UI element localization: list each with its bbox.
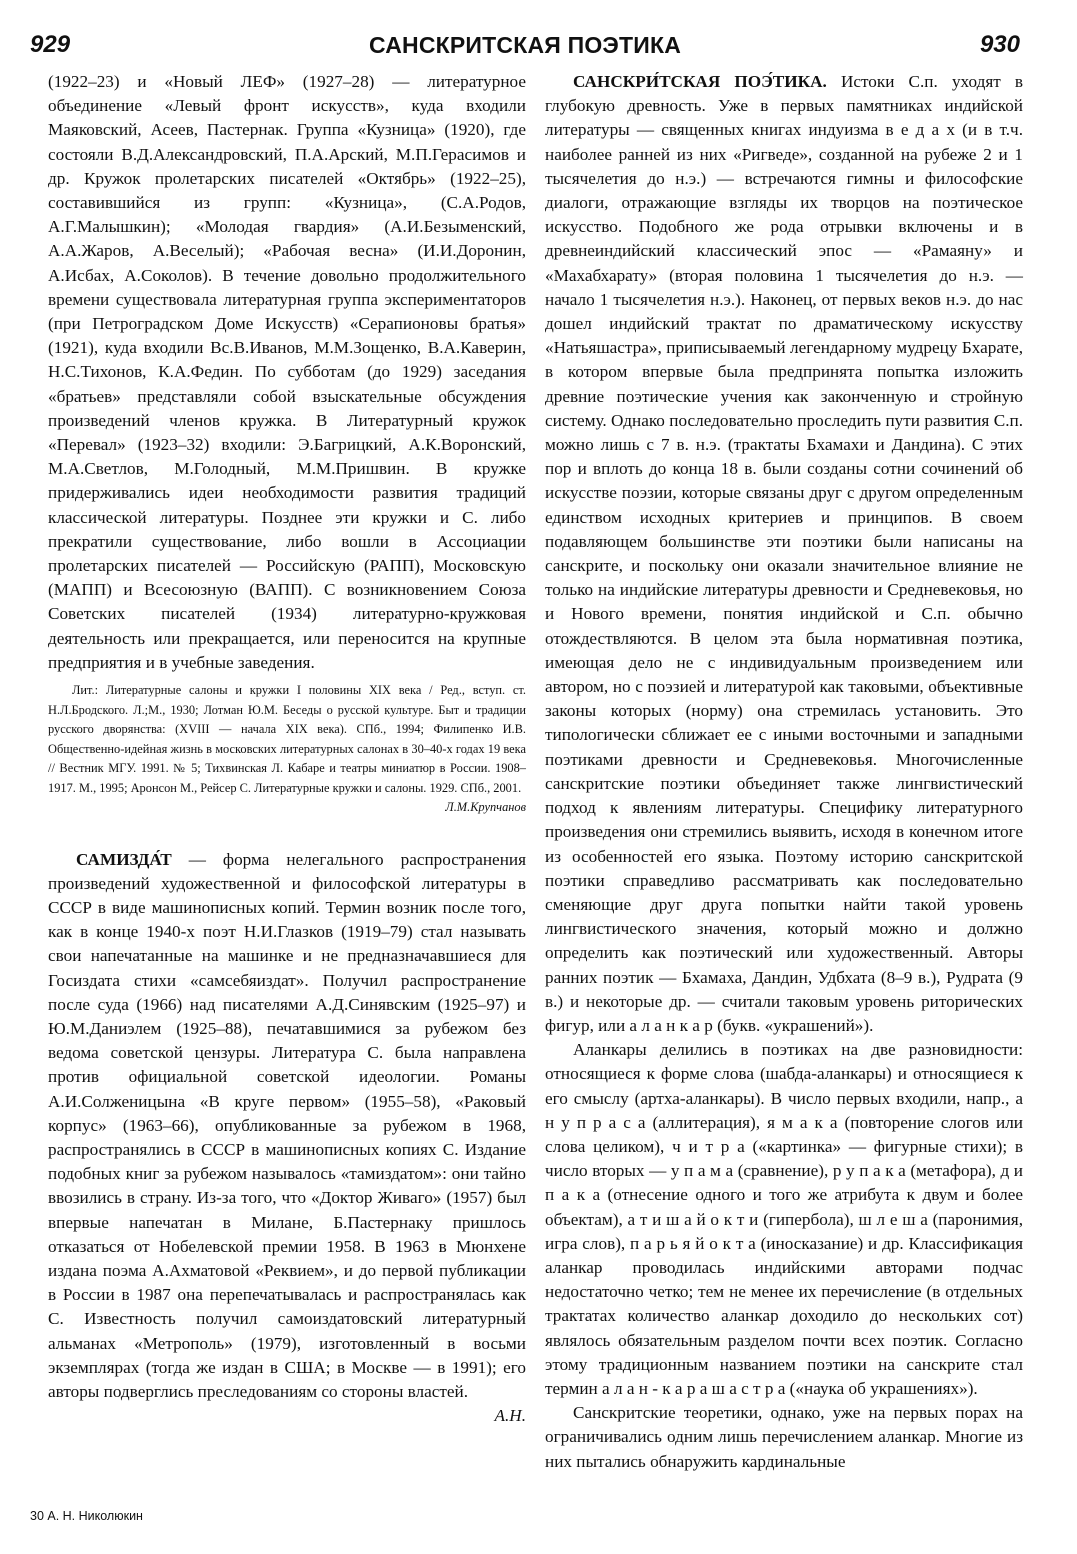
samizdat-headword: САМИЗДА́Т xyxy=(76,849,172,869)
literature-author: Л.М.Крупчанов xyxy=(445,800,526,815)
literature-text: Лит.: Литературные салоны и кружки I половины XIX века / Ред., вступ. ст. Н.Л.Бродского. Л.;М., 1930; Лотман Ю.М. Беседы о русской культуре. Быт и традиции русского дворянства: (XVIII — начала XIX века). СПб., 1994; Филипенко И.В. Общественно-идейная жизнь в московских литературных салонах в 30–40-х годах 19 века // Вестник МГУ. 1991. № 5; Тихвинская Л. Кабаре и театры миниатюр в России. 1908–1917. М., 1995; Аронсон М., Рейсер С. Литературные кружки и салоны. 1929. СПб., 2001. xyxy=(48,683,526,795)
sanskrit-poetics-headword: САНСКРИ́ТСКАЯ ПОЭ́ТИКА. xyxy=(573,72,827,91)
samizdat-article xyxy=(48,848,526,1429)
left-column xyxy=(48,70,526,1428)
sanskrit-poetics-article xyxy=(545,70,1023,1038)
right-column xyxy=(545,70,1023,1474)
sanskrit-poetics-intro: Истоки С.п. уходят в глубокую древность. Уже в первых памятниках индийской литературы — священных книгах индуизма в е д а х (и в т.ч. наиболее ранней из них «Ригведе», созданной на рубеже 2 и 1 тысячелетия до н.э.) — встречаются гимны и философские диалоги, отражающие взгляды их творцов на поэтическое искусство. Подобного же рода отрывки включены и в древнеиндийский классический эпос — «Рамаяну» и «Махабхарату» (вторая половина 1 тысячелетия до н.э. — начало 1 тысячелетия н.э.). Наконец, от первых веков н.э. до нас дошел индийский трактат по драматическому искусству «Натьяшастра», приписываемый легендарному мудрецу Бхарате, в котором впервые была предпринята попытка изложить древние поэтические учения как законченную и стройную систему. Однако последовательно проследить пути развития С.п. можно лишь с 7 в. н.э. (трактаты Бхамахи и Дандина). С этих пор и вплоть до конца 18 в. были созданы сотни сочинений об искусстве поэзии, которые связаны друг с другом определенным единством исходных критериев и принципов. В своем подавляющем большинстве эти поэтики были написаны на санскрите, и поскольку они оказали значительное влияние не только на индийские литературы древности и Средневековья, но и Нового времени, понятия индийской и С.п. обычно отождествляются. В целом эта была нормативная поэтика, имеющая дело не с индивидуальным произведением или автором, но с поэзией и литературой как таковыми, объективные законы которых (норму) она стремилась установить. Это типологически сближает ее с иными восточными и западными поэтиками древности и Средневековья. Многочисленные санскритские поэтики объединяет также лингвистический подход к явлениям литературы. Специфику литературного произведения они стремились выявить, исходя в конечном итоге из особенностей его языка. Поэтому историю санскритской поэтики справедливо рассматривать как последовательно сменяющие друг друга попытки найти такой уровень лингвистического значения, который можно и должно определить как поэтический или художественный. Авторы ранних поэтик — Бхамаха, Дандин, Удбхата (8–9 в.), Рудрата (9 в.) и некоторые др. — считали таковым уровень риторических фигур, или а л а н к а р (букв. «украшений»). xyxy=(545,72,1023,1035)
entry-gap xyxy=(48,818,526,848)
running-title: САНСКРИТСКАЯ ПОЭТИКА xyxy=(368,32,682,58)
page-header xyxy=(30,30,1020,60)
left-page-number: 929 xyxy=(30,31,71,58)
alankara-paragraph: Аланкары делились в поэтиках на две разновидности: относящиеся к форме слова (шабда-аланкары) и относящиеся к его смыслу (артха-аланкары). В число первых входили, напр., а н у п р а с а (аллитерация), я м а к а (повторение слогов или слова целиком), ч и т р а («картинка» — фигурные стихи); в число вторых — у п а м а (сравнение), р у п а к а (метафора), д и п а к а (отнесение одного и того же атрибута к двум и более объектам), а т и ш а й о к т и (гипербола), ш л е ш а (паронимия, игра слов), п а р ь я й о к т а (иносказание) и др. Классификация аланкар проводилась индийскими авторами подчас недостаточно четко; тем не менее их перечисление (в отдельных трактатах количество аланкар доходило до нескольких сот) являлось обязательным разделом почти всех поэтик. Согласно этому традиционным названием поэтики на санскрите стал термин а л а н - к а р а ш а с т р а («наука об украшениях»). xyxy=(545,1040,1023,1398)
circles-article-ending: (1922–23) и «Новый ЛЕФ» (1927–28) — литературное объединение «Левый фронт искусств», куда входили Маяковский, Асеев, Пастернак. Группа «Кузница» (1920), где состояли В.Д.Александровский, П.А.Арский, М.П.Герасимов и др. Кружок пролетарских писателей «Октябрь» (1922–25), составившийся из групп: «Кузница», (С.А.Родов, А.Г.Малышкин); «Молодая гвардия» (А.И.Безыменский, А.А.Жаров, А.Веселый); «Рабочая весна» (И.И.Доронин, А.Исбах, А.Соколов). В течение довольно продолжительного времени существовала литературная группа экспериментаторов (при Петроградском Доме Искусств) «Серапионовы братья» (1921), куда входили Вс.В.Иванов, М.М.Зощенко, В.А.Каверин, Н.С.Тихонов, К.А.Федин. По субботам (до 1929) заседания «братьев» представляли собой взыскательные обсуждения произведений членов кружка. В Литературный кружок «Перевал» (1923–32) входили: Э.Багрицкий, А.К.Воронский, М.А.Светлов, М.Голодный, М.М.Пришвин. В кружке придерживались идеи необходимости развития традиций классической литературы. Позднее эти кружки и С. либо прекратили существование, либо вошли в Ассоциации пролетарских писателей — Российскую (РАПП), Московскую (МАПП) и Всесоюзную (ВАПП). С возникновением Союза Советских писателей (1934) литературно-кружковая деятельность или прекращается, или переносится на крупные предприятия и в учебные заведения. xyxy=(48,72,526,672)
samizdat-author: А.Н. xyxy=(494,1406,526,1426)
page-footer: 30 А. Н. Николюкин xyxy=(30,1509,143,1523)
literature-references xyxy=(48,681,526,818)
theorists-paragraph: Санскритские теоретики, однако, уже на первых порах на ограничивались одним лишь перечислением аланкар. Многие из них пытались обнаружить кардинальные xyxy=(545,1403,1023,1471)
samizdat-text: — форма нелегального распространения произведений художественной и философской литературы в СССР в виде машинописных копий. Термин возник после того, как в конце 1940-х поэт Н.И.Глазков (1919–79) стал называть свои напечатанные на машинке и не предназначавшиеся для Госиздата стихи «самсебяиздат». Получил распространение после суда (1966) над писателями А.Д.Синявским (1925–97) и Ю.М.Даниэлем (1925–88), печатавшимися за рубежом без ведома советской цензуры. Литература С. была направлена против официальной советской идеологии. Романы А.И.Солженицына «В круге первом» (1955–58), «Раковый корпус» (1963–66), опубликованные за рубежом в 1968, распространялись в СССР в машинописных копиях С. Издание подобных книг за рубежом называлось «тамиздатом»: они тайно ввозились в страну. Из-за того, что «Доктор Живаго» (1957) был впервые напечатан в Милане, Б.Пастернаку пришлось отказаться от Нобелевской премии 1958. В 1963 в Мюнхене издана поэма А.Ахматовой «Реквием», и до первой публикации в России в 1987 она перепечатывалась и распространялась как С. Известность получил самоиздатовский литературный альманах «Метрополь» (1979), изготовленный в восьми экземплярах (тогда же издан в США; в Москве — в 1991); его авторы подверглись преследованиям со стороны властей. xyxy=(48,849,526,1402)
right-page-number: 930 xyxy=(979,31,1020,58)
